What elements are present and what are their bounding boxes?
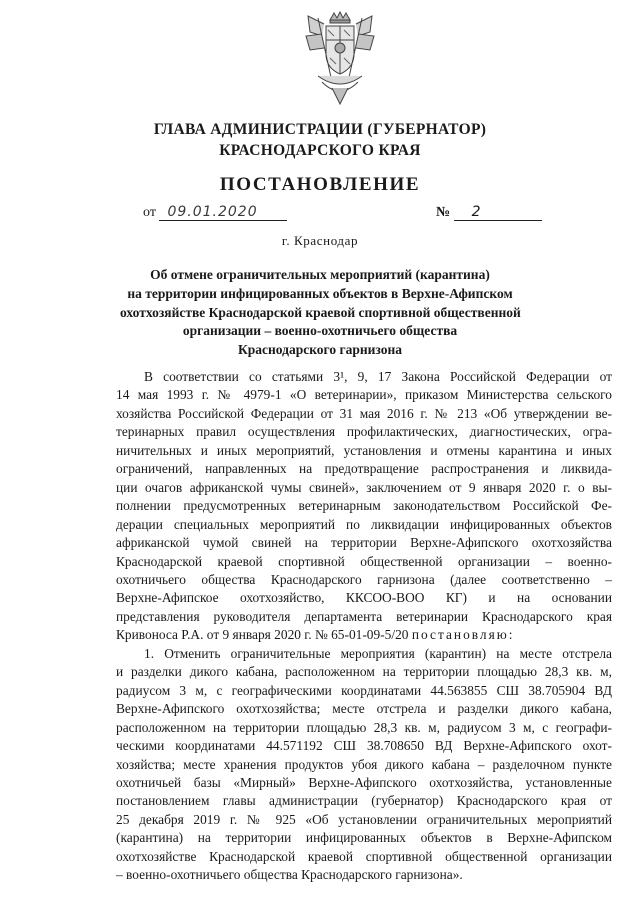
authority-title-line-1: ГЛАВА АДМИНИСТРАЦИИ (ГУБЕРНАТОР) <box>153 121 487 138</box>
document-body <box>116 368 612 885</box>
title-line: организации – военно-охотничьего общества <box>182 323 458 339</box>
text-line: представления руководителя департамента ветеринарии Краснодарского края <box>116 608 612 624</box>
date-value: 09.01.2020 <box>167 204 258 220</box>
text-line-with-decree <box>116 626 612 644</box>
text-line: Верхне-Афипское охотхозяйство, ККСОО-ВОО КГ) и на основании <box>116 590 612 606</box>
text-line: охотничьего общества Краснодарского гарнизона (далее соответственно – <box>116 571 612 587</box>
document-date <box>143 205 287 221</box>
krasnodar-krai-coat-of-arms-icon <box>304 10 376 110</box>
text-line: охотхозяйстве Краснодарской краевой спортивной общественной организации <box>116 848 612 864</box>
document-title <box>120 266 520 360</box>
text-line: постановлением главы администрации (губернатор) Краснодарского края от <box>116 793 612 809</box>
text-line: 14 мая 1993 г. № 4979-1 «О ветеринарии», приказом Министерства сельского <box>116 387 612 403</box>
authority-title-line-2: КРАСНОДАРСКОГО КРАЯ <box>219 142 421 159</box>
text-line: ции очагов африканской чумы свиней», заключением от 9 января 2020 г. о вы- <box>116 479 612 495</box>
text-line: 1. Отменить ограничительные мероприятия (карантин) на месте отстрела <box>144 645 612 661</box>
date-label: от <box>143 205 156 220</box>
document-type-heading: ПОСТАНОВЛЕНИЕ <box>219 174 421 195</box>
text-line: теринарных правил осуществления профилактических, диагностических, огра- <box>116 424 612 440</box>
text-line: ничительных и иных мероприятий, установления и отмены карантина и иных <box>116 442 612 458</box>
text-line: В соответствии со статьями 3¹, 9, 17 Закона Российской Федерации от <box>144 369 612 384</box>
text-line: хозяйства Российской Федерации от 31 мая 2016 г. № 213 «Об утверждении ве- <box>116 405 612 421</box>
text-line: – военно-охотничьего общества Краснодарского гарнизона». <box>116 867 463 883</box>
text-line: радиусом 3 м, с географическими координатами 44.563855 СШ 38.705904 ВД <box>116 682 612 698</box>
text-line: и разделки дикого кабана, расположенном на территории площадью 28,3 кв. м, <box>116 664 612 680</box>
text-line: Краснодарской краевой спортивной общественной организации – военно- <box>116 553 612 569</box>
text-line: 25 декабря 2019 г. № 925 «Об установлении ограничительных мероприятий <box>116 811 612 827</box>
text-line: ческими координатами 44.571192 СШ 38.708650 ВД Верхне-Афипского охот- <box>116 738 612 754</box>
text-line: охотничьей базы «Мирный» Верхне-Афипского охотхозяйства, установленные <box>116 774 612 790</box>
title-line: Об отмене ограничительных мероприятий (карантина) <box>150 267 490 282</box>
item-1-paragraph <box>116 645 612 885</box>
text-line: хозяйства; месте хранения продуктов убоя дикого кабана – разделочном пункте <box>116 756 612 772</box>
text-line: (карантина) на территории инфицированных объектов в Верхне-Афипском <box>116 830 612 846</box>
text-line: полнении предусмотренных ветеринарным законодательством Российской Фе- <box>116 498 612 514</box>
text-line: расположенном на территории площадью 28,3 кв. м, радиусом 3 м, с географи- <box>116 719 612 735</box>
text-line: ограничений, направленных на предотвращение распространения и ликвида- <box>116 461 612 477</box>
number-label: № <box>436 205 451 220</box>
title-line: на территории инфицированных объектов в Верхне-Афипском <box>127 285 513 301</box>
document-number <box>436 205 542 221</box>
text-line: Кривоноса Р.А. от 9 января 2020 г. № 65-01-09-5/20 <box>116 627 409 643</box>
text-line: дерации специальных мероприятий по ликвидации инфицированных объектов <box>116 516 612 532</box>
number-value: 2 <box>471 204 481 220</box>
city-name: г. Краснодар <box>281 233 359 248</box>
decree-word: постановляю: <box>411 627 515 643</box>
preamble-paragraph <box>116 368 612 645</box>
title-line: Краснодарского гарнизона <box>237 342 403 358</box>
text-line: африканской чумой свиней на территории Верхне-Афипского охотхозяйства <box>116 535 612 551</box>
text-line: Верхне-Афипского охотхозяйства; месте отстрела и разделки дикого кабана, <box>116 701 612 717</box>
title-line: охотхозяйстве Краснодарской краевой спортивной общественной <box>120 304 521 320</box>
